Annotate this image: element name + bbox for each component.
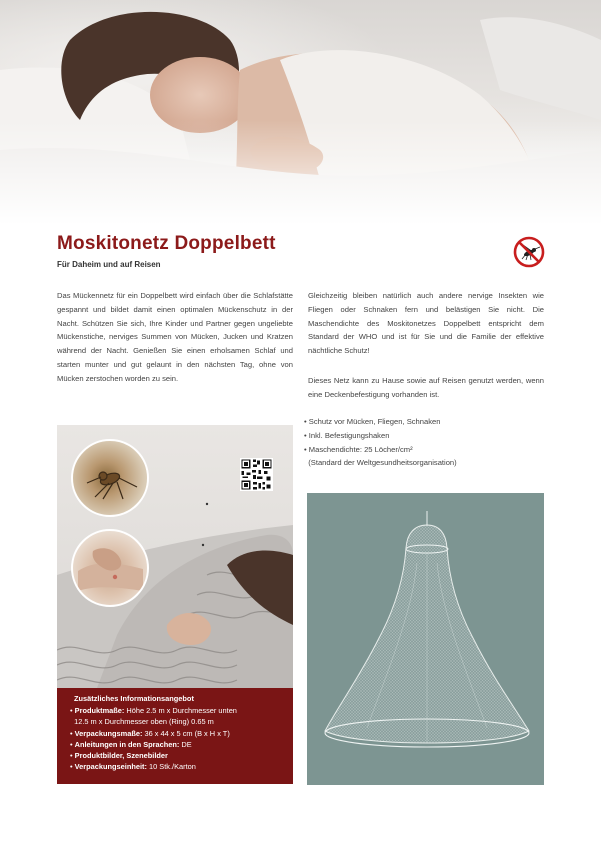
description-column-2-paragraph-2: Dieses Netz kann zu Hause sowie auf Reisen genutzt werden, wenn eine Deckenbefestigung vorhanden ist. [308,376,544,399]
feature-item-continuation: (Standard der Weltgesundheitsorganisation) [308,458,457,468]
product-subtitle: Für Daheim und auf Reisen [57,260,161,269]
info-item-continuation: 12.5 m x Durchmesser oben (Ring) 0.65 m [74,717,214,727]
info-box-title: Zusätzliches Informationsangebot [74,694,194,703]
info-item: • Produktbilder, Szenebilder [70,750,283,761]
info-item: • Verpackungseinheit: 10 Stk./Karton [70,761,283,772]
scene-photo-panel [57,425,293,688]
feature-list [304,415,544,470]
description-column-2-paragraph-1: Gleichzeitig bleiben natürlich auch andere nervige Insekten wie Fliegen oder Schnaken fern und belästigen Sie nicht. Die Maschendichte des Moskitonetzes Doppelbett entspricht dem Standard der WHO und ist für Sie und die Familie der effektive nächtliche Schutz! [308,291,544,356]
product-title: Moskitonetz Doppelbett [57,233,276,254]
info-item: • Produktmaße: Höhe 2.5 m x Durchmesser unten [70,705,283,716]
info-item: • Anleitungen in den Sprachen: DE [70,739,283,750]
additional-info-box [57,688,293,784]
scratching-arm-photo [71,529,149,607]
feature-item: • Inkl. Befestigungshaken [304,429,544,443]
hero-photo-sleeping-woman [0,0,601,225]
info-item: • Verpackungsmaße: 36 x 44 x 5 cm (B x H x T) [70,728,283,739]
feature-item: • Maschendichte: 25 Löcher/cm² [304,443,544,457]
feature-item: • Schutz vor Mücken, Fliegen, Schnaken [304,415,544,429]
info-box-list [70,705,283,772]
qr-code[interactable] [240,458,273,491]
mosquito-closeup-photo [71,439,149,517]
description-column-1: Das Mückennetz für ein Doppelbett wird einfach über die Schlafstätte gespannt und bildet damit einen optimalen Mückenschutz in der Nacht. Schützen Sie sich, Ihre Kinder und Partner gegen ungeliebte Mückenstiche, nerviges Summen von Mücken, Jucken und Kratzen während der Nacht. Genießen Sie einen erholsamen Schlaf und starten munter und gut gelaunt in den nächsten Tag, ohne von Mücken zerstochen worden zu sein. [57,291,293,383]
no-mosquito-icon [513,236,545,268]
mosquito-net-product-image [307,493,544,785]
